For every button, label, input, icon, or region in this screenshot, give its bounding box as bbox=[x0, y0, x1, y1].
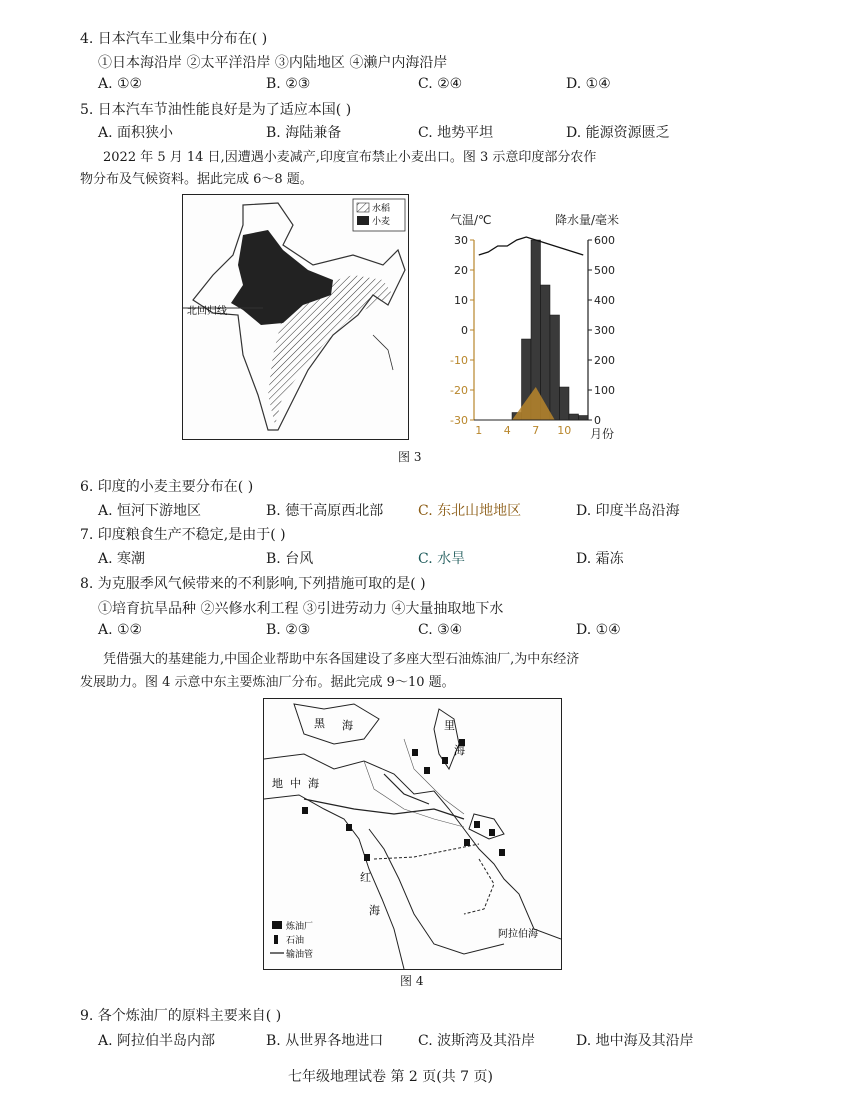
arabian-sea-label: 阿拉伯海 bbox=[498, 929, 538, 940]
precipitation-tick-label: 200 bbox=[594, 354, 615, 367]
pipeline bbox=[374, 844, 479, 859]
temperature-tick-label: -10 bbox=[450, 354, 468, 367]
temperature-tick-label: -20 bbox=[450, 384, 468, 397]
precipitation-bar bbox=[579, 416, 589, 421]
oil-legend-label: 石油 bbox=[286, 936, 305, 946]
figure4-map bbox=[263, 698, 562, 970]
precipitation-axis-label: 降水量/毫米 bbox=[555, 213, 620, 227]
river bbox=[373, 335, 393, 370]
rice-legend-swatch bbox=[357, 203, 369, 212]
temperature-tick-label: 20 bbox=[454, 264, 468, 277]
pipeline-legend-label: 输油管 bbox=[286, 950, 314, 960]
month-axis bbox=[474, 420, 588, 437]
precipitation-bars bbox=[512, 240, 588, 420]
passage2-line1: 凭借强大的基建能力,中国企业帮助中东各国建设了多座大型石油炼油厂,为中东经济 bbox=[103, 652, 580, 667]
pipeline bbox=[384, 774, 429, 804]
q8-option-a[interactable]: A. ①② bbox=[98, 622, 143, 638]
oil-legend-icon bbox=[274, 935, 278, 944]
refinery-icon bbox=[489, 829, 495, 836]
refinery-icon bbox=[442, 757, 448, 764]
q5-option-d[interactable]: D. 能源资源匮乏 bbox=[566, 125, 670, 141]
caspian-sea-label-2: 海 bbox=[454, 744, 465, 757]
precipitation-tick-label: 300 bbox=[594, 324, 615, 337]
precipitation-bar bbox=[569, 414, 579, 420]
q5-options bbox=[98, 122, 798, 142]
tropic-of-cancer-label: 北回归线 bbox=[187, 306, 227, 317]
q8-option-d[interactable]: D. ①④ bbox=[576, 622, 621, 638]
wheat-legend-swatch bbox=[357, 216, 369, 225]
precipitation-tick-label: 400 bbox=[594, 294, 615, 307]
temperature-axis-label: 气温/℃ bbox=[450, 213, 492, 227]
q6-option-b[interactable]: B. 德干高原西北部 bbox=[266, 503, 384, 519]
q5-stem: 5. 日本汽车节油性能良好是为了适应本国( ) bbox=[80, 102, 352, 118]
q6-option-c[interactable]: C. 东北山地地区 bbox=[418, 503, 522, 519]
q6-options bbox=[98, 500, 798, 520]
q7-option-d[interactable]: D. 霜冻 bbox=[576, 551, 624, 567]
q7-option-c[interactable]: C. 水旱 bbox=[418, 551, 466, 567]
red-sea-west-coast bbox=[264, 795, 404, 969]
passage1-line2: 物分布及气候资料。据此完成 6～8 题。 bbox=[80, 172, 313, 187]
temperature-tick-label: 0 bbox=[461, 324, 468, 337]
q4-items: ①日本海沿岸 ②太平洋沿岸 ③内陆地区 ④濑户内海沿岸 bbox=[98, 55, 448, 71]
refinery-icon bbox=[412, 749, 418, 756]
temperature-tick-label: 10 bbox=[454, 294, 468, 307]
month-tick-label: 7 bbox=[532, 424, 540, 437]
month-tick-label: 4 bbox=[503, 424, 511, 437]
precipitation-tick-label: 100 bbox=[594, 384, 615, 397]
q8-stem: 8. 为克服季风气候带来的不利影响,下列措施可取的是( ) bbox=[80, 576, 426, 592]
arabian-peninsula-coast bbox=[369, 829, 504, 954]
q7-option-b[interactable]: B. 台风 bbox=[266, 551, 314, 567]
figure3-map bbox=[182, 194, 409, 440]
q9-option-a[interactable]: A. 阿拉伯半岛内部 bbox=[98, 1033, 216, 1049]
figure4-caption: 图 4 bbox=[400, 974, 424, 988]
caspian-sea-label: 里 bbox=[444, 719, 455, 732]
q5-option-c[interactable]: C. 地势平坦 bbox=[418, 125, 494, 141]
q7-options bbox=[98, 548, 798, 568]
q6-option-a[interactable]: A. 恒河下游地区 bbox=[98, 503, 202, 519]
pipeline bbox=[464, 859, 494, 914]
refinery-icon bbox=[346, 824, 352, 831]
red-sea-label-2: 海 bbox=[369, 904, 380, 917]
q7-stem: 7. 印度粮食生产不稳定,是由于( ) bbox=[80, 527, 286, 543]
temperature-tick-label: -30 bbox=[450, 414, 468, 427]
refinery-legend-icon bbox=[272, 921, 282, 929]
q9-stem: 9. 各个炼油厂的原料主要来自( ) bbox=[80, 1008, 282, 1024]
mediterranean-label-3: 海 bbox=[308, 777, 319, 790]
precipitation-axis bbox=[588, 234, 615, 427]
refinery-legend-label: 炼油厂 bbox=[286, 922, 314, 932]
month-axis-label: 月份 bbox=[590, 427, 615, 441]
refinery-icon bbox=[364, 854, 370, 861]
black-sea-label: 黑 bbox=[314, 717, 325, 730]
refinery-icon bbox=[302, 807, 308, 814]
month-tick-label: 1 bbox=[475, 424, 483, 437]
india-crop-map bbox=[183, 195, 408, 439]
wheat-legend-label: 小麦 bbox=[372, 217, 391, 227]
precipitation-tick-label: 0 bbox=[594, 414, 601, 427]
q9-option-d[interactable]: D. 地中海及其沿岸 bbox=[576, 1033, 694, 1049]
black-sea-label-2: 海 bbox=[342, 719, 353, 732]
q5-option-a[interactable]: A. 面积狭小 bbox=[98, 125, 174, 141]
temperature-tick-label: 30 bbox=[454, 234, 468, 247]
refinery-icon bbox=[424, 767, 430, 774]
q6-option-d[interactable]: D. 印度半岛沿海 bbox=[576, 503, 680, 519]
q4-option-d[interactable]: D. ①④ bbox=[566, 76, 611, 92]
black-sea bbox=[294, 704, 379, 744]
passage1-line1: 2022 年 5 月 14 日,因遭遇小麦减产,印度宣布禁止小麦出口。图 3 示意印度部分农作 bbox=[103, 150, 597, 165]
q4-stem: 4. 日本汽车工业集中分布在( ) bbox=[80, 31, 268, 47]
mediterranean-label: 地 bbox=[272, 777, 283, 790]
q9-option-b[interactable]: B. 从世界各地进口 bbox=[266, 1033, 384, 1049]
q8-option-c[interactable]: C. ③④ bbox=[418, 622, 463, 638]
q9-options bbox=[98, 1030, 798, 1050]
q8-options bbox=[98, 622, 798, 642]
q8-option-b[interactable]: B. ②③ bbox=[266, 622, 311, 638]
pipeline bbox=[304, 799, 464, 819]
q9-option-c[interactable]: C. 波斯湾及其沿岸 bbox=[418, 1033, 536, 1049]
rice-legend-label: 水稻 bbox=[372, 204, 391, 214]
refinery-icon bbox=[464, 839, 470, 846]
precipitation-tick-label: 500 bbox=[594, 264, 615, 277]
q6-stem: 6. 印度的小麦主要分布在( ) bbox=[80, 479, 254, 495]
red-sea-label: 红 bbox=[360, 871, 371, 884]
refinery-icon bbox=[499, 849, 505, 856]
q4-option-b[interactable]: B. ②③ bbox=[266, 76, 311, 92]
q8-items: ①培育抗旱品种 ②兴修水利工程 ③引进劳动力 ④大量抽取地下水 bbox=[98, 601, 504, 617]
q4-option-a[interactable]: A. ①② bbox=[98, 76, 143, 92]
q5-option-b[interactable]: B. 海陆兼备 bbox=[266, 125, 342, 141]
climate-chart bbox=[438, 208, 638, 444]
middle-east-refinery-map bbox=[264, 699, 561, 969]
figure3-caption: 图 3 bbox=[398, 450, 422, 464]
precipitation-bar bbox=[560, 387, 570, 420]
temperature-axis bbox=[450, 234, 474, 427]
q4-option-c[interactable]: C. ②④ bbox=[418, 76, 463, 92]
passage2-line2: 发展助力。图 4 示意中东主要炼油厂分布。据此完成 9～10 题。 bbox=[80, 675, 455, 690]
q4-options bbox=[98, 76, 798, 96]
precipitation-bar bbox=[550, 315, 560, 420]
refinery-icon bbox=[474, 821, 480, 828]
page-footer: 七年级地理试卷 第 2 页(共 7 页) bbox=[288, 1069, 493, 1085]
month-tick-label: 10 bbox=[557, 424, 572, 437]
mediterranean-label-2: 中 bbox=[290, 777, 301, 790]
precipitation-tick-label: 600 bbox=[594, 234, 615, 247]
q7-option-a[interactable]: A. 寒潮 bbox=[98, 551, 146, 567]
